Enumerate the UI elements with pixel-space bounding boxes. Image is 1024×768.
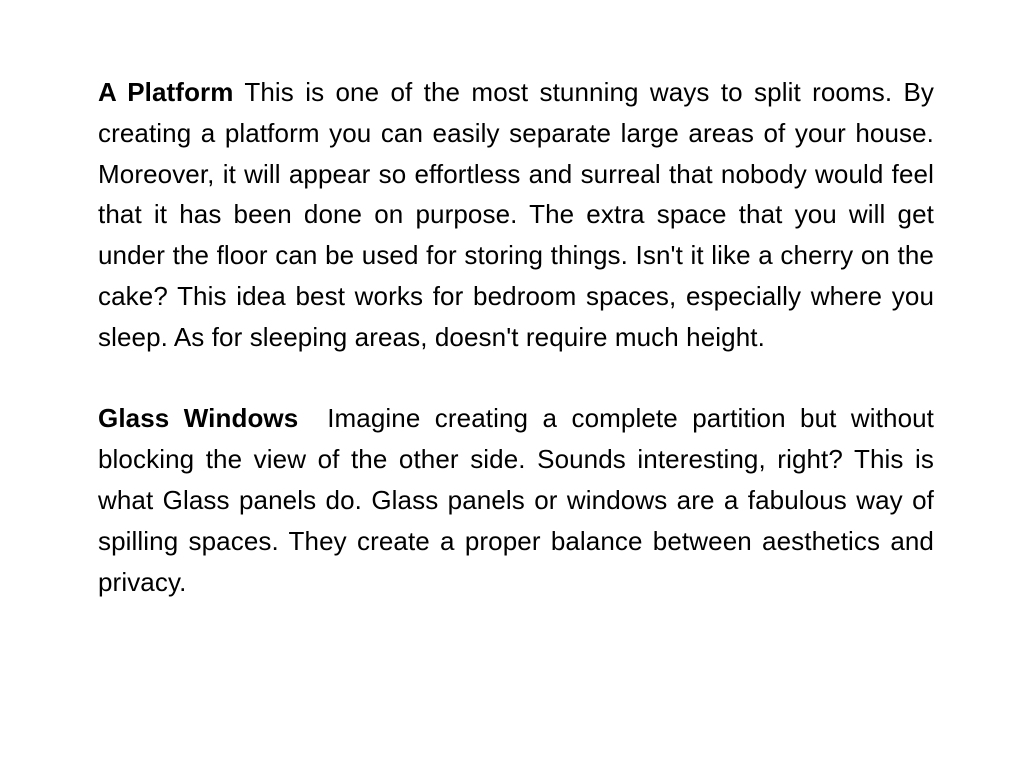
slide-content: [98, 72, 934, 643]
heading-platform: A Platform: [98, 77, 234, 107]
body-glass-windows: Imagine creating a complete partition but without blocking the view of the other side. Sounds interesting, right? This is what Glass panels do. Glass panels or windows are a fabulous way of spilling spaces. They create a proper balance between aesthetics and privacy.: [98, 403, 935, 597]
paragraph-glass-windows: [98, 398, 934, 602]
paragraph-platform: [98, 72, 934, 358]
heading-glass-windows: Glass Windows: [98, 403, 299, 434]
body-platform: This is one of the most stunning ways to split rooms. By creating a platform you can easily separate large areas of your house. Moreover, it will appear so effortless and surreal that nobody would feel that it has been done on purpose. The extra space that you will get under the floor can be used for storing things. Isn't it like a cherry on the cake? This idea best works for bedroom spaces, especially where you sleep. As for sleeping areas, doesn't require much height.: [98, 77, 935, 352]
